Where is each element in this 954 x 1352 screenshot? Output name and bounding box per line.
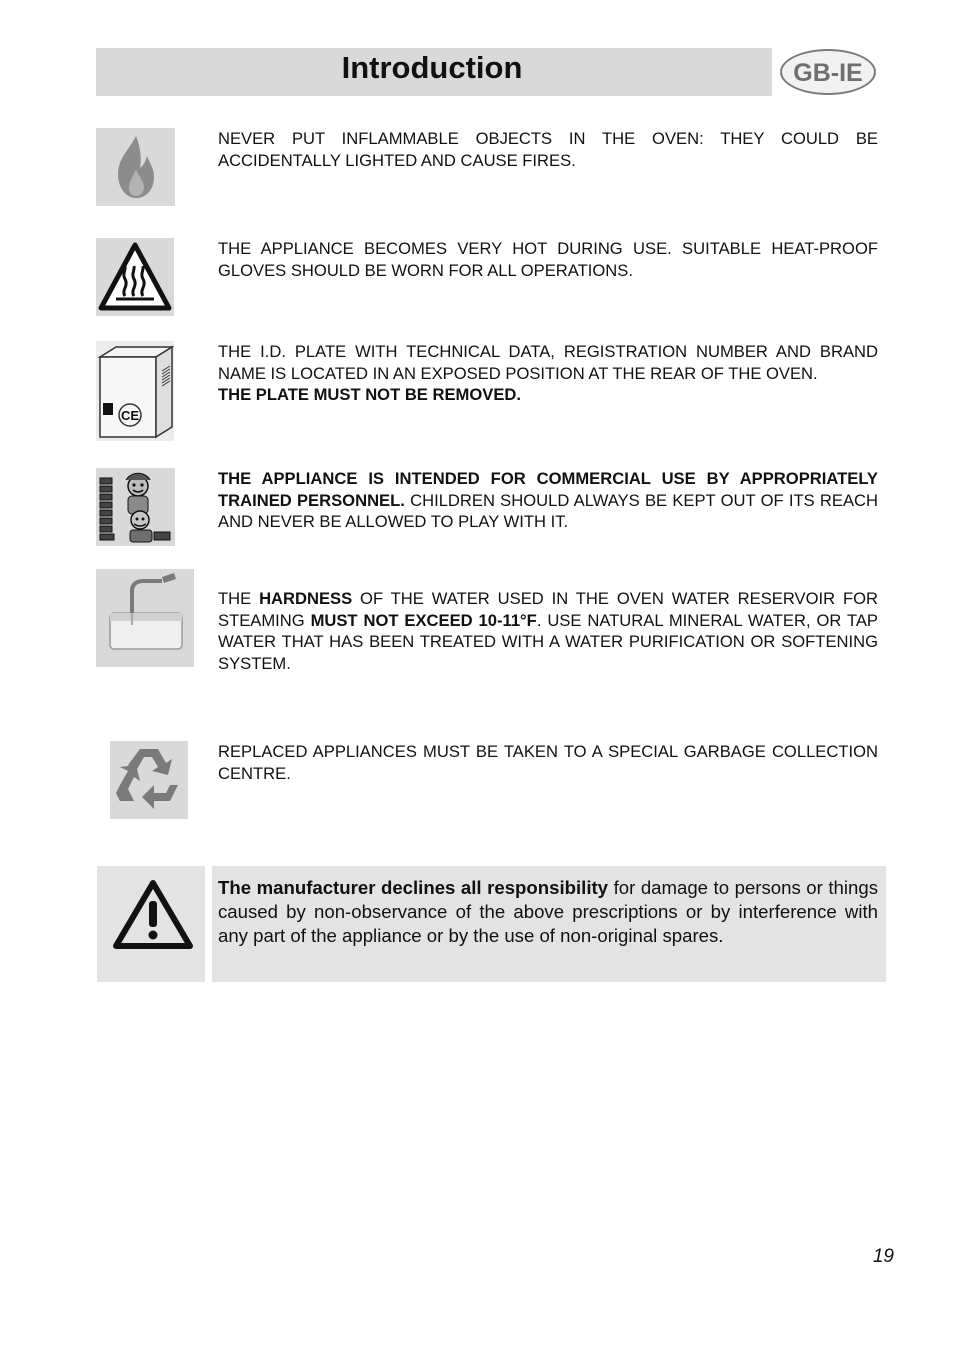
commercial-use-warning-text: THE APPLIANCE IS INTENDED FOR COMMERCIAL USE BY APPROPRIATELY TRAINED PERSONNEL. CHILDREN SHOULD ALWAYS BE KEPT OUT OF ITS REACH AND NEVER BE ALLOWED TO PLAY WITH IT. (218, 469, 879, 531)
responsibility-disclaimer-text: The manufacturer declines all responsibility for damage to persons or things caused by non-observance of the above prescriptions or by interference with any part of the appliance or by the use of non-original spares. (218, 877, 878, 946)
language-badge: GB-IE (780, 49, 876, 95)
id-plate-warning-text: THE I.D. PLATE WITH TECHNICAL DATA, REGISTRATION NUMBER AND BRAND NAME IS LOCATED IN AN EXPOSED POSITION AT THE REAR OF THE OVEN. THE PLATE MUST NOT BE REMOVED. (218, 342, 878, 404)
page-number: 19 (872, 1246, 894, 1267)
recycle-icon (110, 741, 188, 819)
hot-appliance-warning-text: THE APPLIANCE BECOMES VERY HOT DURING USE. SUITABLE HEAT-PROOF GLOVES SHOULD BE WORN FOR ALL OPERATIONS. (218, 239, 878, 280)
warning-icon-box (97, 866, 205, 982)
water-tap-icon (96, 569, 194, 667)
hot-surface-warning-icon (96, 238, 174, 316)
page-title: Introduction (341, 50, 523, 85)
recycle-instruction-text: REPLACED APPLIANCES MUST BE TAKEN TO A SPECIAL GARBAGE COLLECTION CENTRE. (218, 742, 878, 783)
children-warning-icon (96, 468, 175, 546)
svg-text:CE: CE (120, 408, 140, 423)
flammable-warning-text: NEVER PUT INFLAMMABLE OBJECTS IN THE OVEN: THEY COULD BE ACCIDENTALLY LIGHTED AND CAUSE FIRES. (218, 129, 878, 170)
flame-icon (96, 128, 175, 206)
water-hardness-text: THE HARDNESS OF THE WATER USED IN THE OVEN WATER RESERVOIR FOR STEAMING MUST NOT EXCEED 10-11°F. USE NATURAL MINERAL WATER, OR TAP WATER THAT HAS BEEN TREATED WITH A WATER PURIFICATION OR SOFTENING SYSTEM. (218, 589, 878, 673)
oven-id-plate-icon (96, 341, 174, 441)
warning-exclamation-icon (97, 866, 205, 982)
plate-must-not-be-removed: THE PLATE MUST NOT BE REMOVED. (218, 385, 521, 404)
